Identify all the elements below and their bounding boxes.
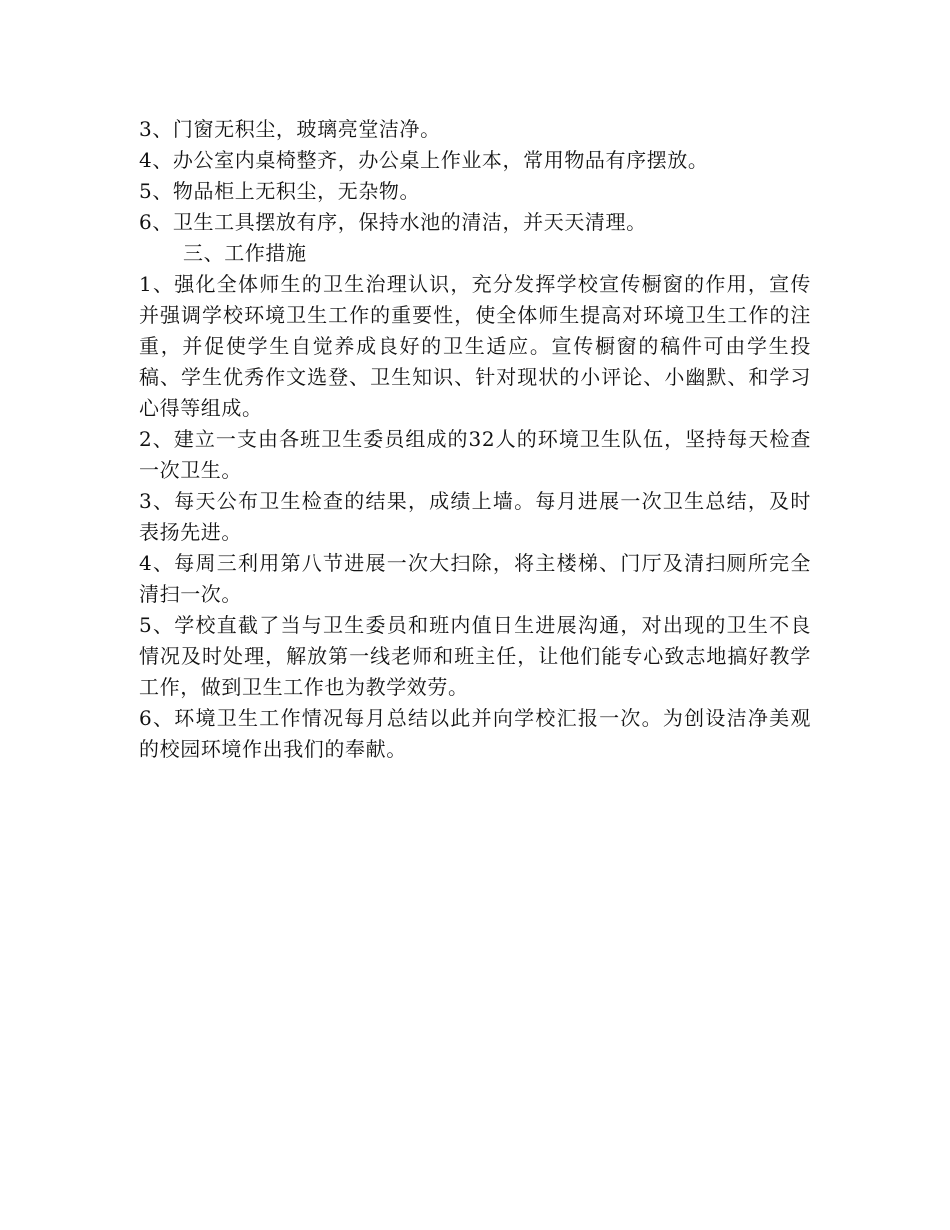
document-body [139,114,811,765]
measure-item-2: 2、建立一支由各班卫生委员组成的32人的环境卫生队伍，坚持每天检查一次卫生。 [139,427,811,482]
measure-item-1: 1、强化全体师生的卫生治理认识，充分发挥学校宣传橱窗的作用，宣传并强调学校环境卫生工作的重要性，使全体师生提高对环境卫生工作的注重，并促使学生自觉养成良好的卫生适应。宣传橱窗的稿件可由学生投稿、学生优秀作文选登、卫生知识、针对现状的小评论、小幽默、和学习心得等组成。 [139,272,811,420]
measure-item-5: 5、学校直截了当与卫生委员和班内值日生进展沟通，对出现的卫生不良情况及时处理，解放第一线老师和班主任，让他们能专心致志地搞好教学工作，做到卫生工作也为教学效劳。 [139,613,811,699]
measure-item-3: 3、每天公布卫生检查的结果，成绩上墙。每月进展一次卫生总结，及时表扬先进。 [139,489,811,544]
measure-item-4: 4、每周三利用第八节进展一次大扫除，将主楼梯、门厅及清扫厕所完全清扫一次。 [139,551,811,606]
section-heading: 三、工作措施 [183,241,307,265]
list-item: 4、办公室内桌椅整齐，办公桌上作业本，常用物品有序摆放。 [139,148,709,172]
list-item: 6、卫生工具摆放有序，保持水池的清洁，并天天清理。 [139,210,647,234]
list-item: 3、门窗无积尘，玻璃亮堂洁净。 [139,117,441,141]
measure-item-6: 6、环境卫生工作情况每月总结以此并向学校汇报一次。为创设洁净美观的校园环境作出我们的奉献。 [139,706,811,761]
list-item: 5、物品柜上无积尘，无杂物。 [139,179,421,203]
